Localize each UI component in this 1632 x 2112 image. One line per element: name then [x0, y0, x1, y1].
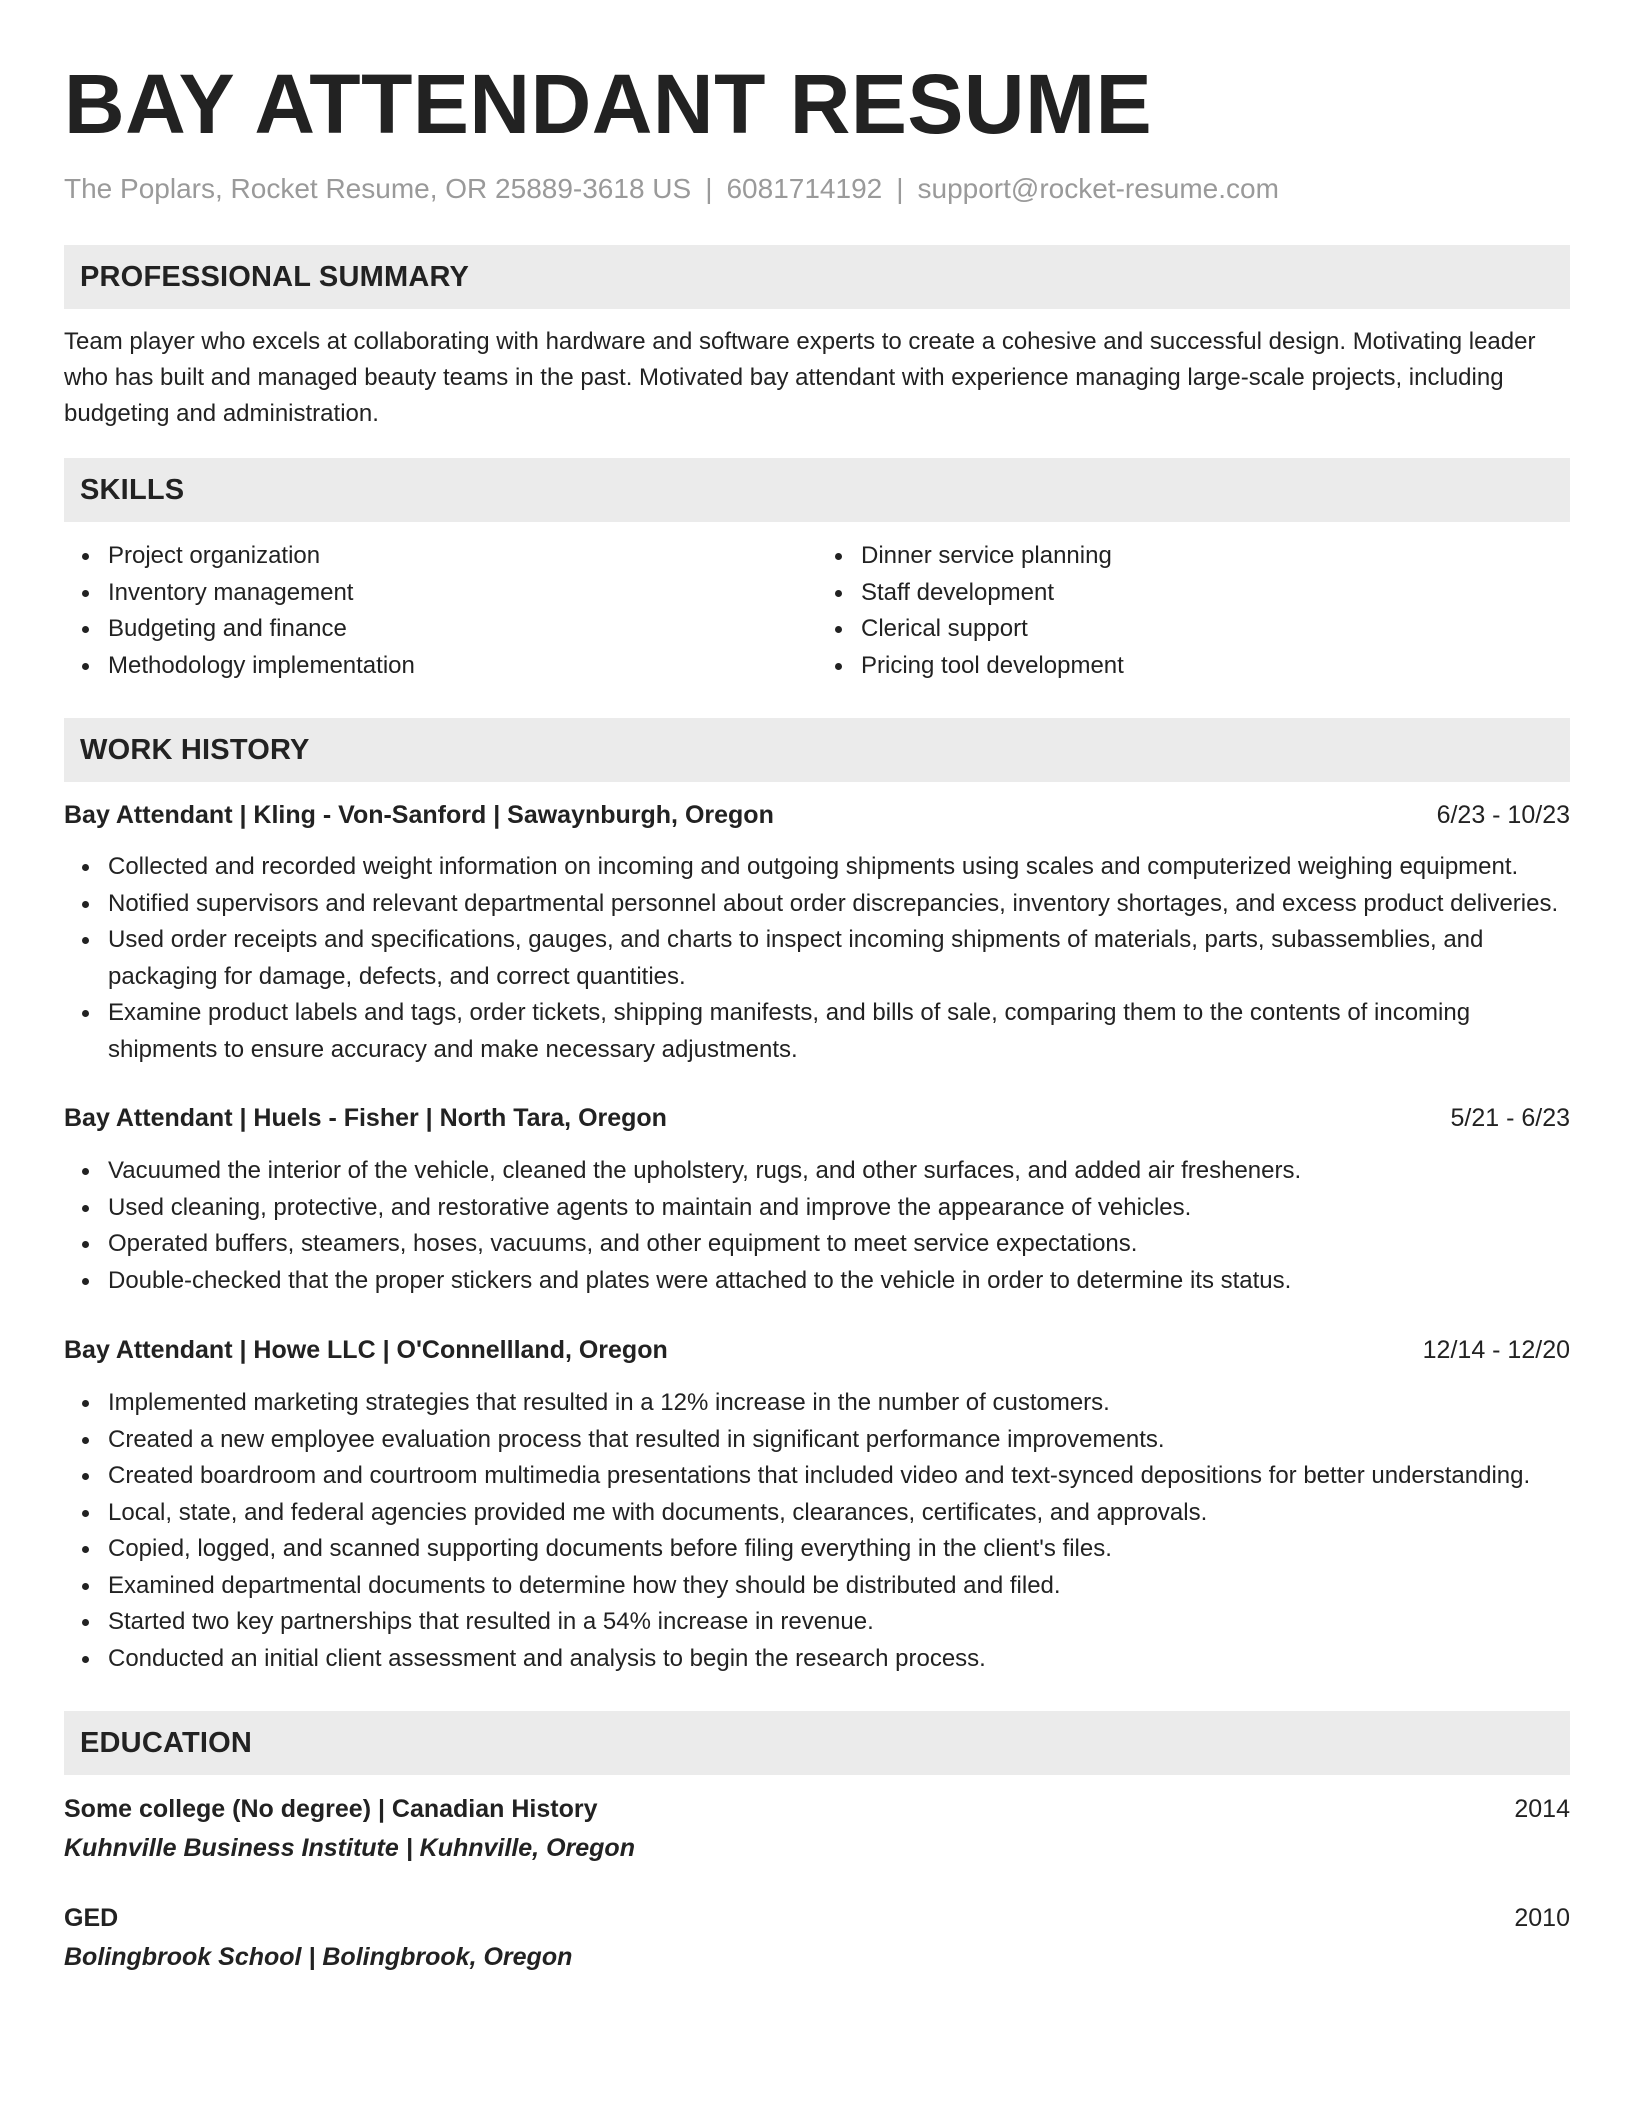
- education-year: 2014: [1514, 1795, 1570, 1823]
- address: The Poplars, Rocket Resume, OR 25889-3618 US: [64, 173, 692, 204]
- summary-text: Team player who excels at collaborating with hardware and software experts to create a cohesive and successful design. Motivating leader who has built and managed beauty teams in the past. Motivated bay attendant with experience managing large-scale projects, including budgeting and administration.: [64, 328, 1536, 427]
- education-school: Bolingbrook School | Bolingbrook, Oregon: [64, 1943, 573, 1971]
- skill-item: Budgeting and finance: [108, 611, 817, 648]
- skill-item: Pricing tool development: [861, 648, 1570, 685]
- job-title: Bay Attendant | Kling - Von-Sanford | Sawaynburgh, Oregon: [64, 801, 774, 829]
- job-bullet: Copied, logged, and scanned supporting documents before filing everything in the client's files.: [108, 1531, 1570, 1568]
- phone: 6081714192: [726, 173, 883, 204]
- job-bullet: Created a new employee evaluation process that resulted in significant performance improvements.: [108, 1422, 1570, 1459]
- separator: |: [705, 173, 713, 204]
- job-header: [64, 1332, 1570, 1368]
- job-bullet: Examine product labels and tags, order tickets, shipping manifests, and bills of sale, comparing them to the contents of incoming shipments to ensure accuracy and make necessary adjustments.: [108, 995, 1570, 1068]
- education-entry: [64, 1900, 1570, 1975]
- job-bullets: [64, 1385, 1570, 1677]
- skills-list: [64, 538, 1570, 684]
- section-heading-work-history: WORK HISTORY: [64, 718, 1570, 782]
- skill-item: Inventory management: [108, 575, 817, 612]
- section-heading-summary: PROFESSIONAL SUMMARY: [64, 245, 1570, 309]
- job-dates: 12/14 - 12/20: [1422, 1336, 1570, 1364]
- job-entry: [64, 1332, 1570, 1677]
- job-bullets: [64, 849, 1570, 1068]
- job-bullet: Created boardroom and courtroom multimedia presentations that included video and text-synced depositions for better understanding.: [108, 1458, 1570, 1495]
- skill-item: Methodology implementation: [108, 648, 817, 685]
- education-year: 2010: [1514, 1904, 1570, 1932]
- job-bullet: Used order receipts and specifications, gauges, and charts to inspect incoming shipments of materials, parts, subassemblies, and packaging for damage, defects, and correct quantities.: [108, 922, 1570, 995]
- job-header: [64, 797, 1570, 833]
- job-entry: [64, 1100, 1570, 1299]
- job-title: Bay Attendant | Howe LLC | O'Connellland, Oregon: [64, 1336, 668, 1364]
- job-bullet: Started two key partnerships that resulted in a 54% increase in revenue.: [108, 1604, 1570, 1641]
- job-bullet: Used cleaning, protective, and restorative agents to maintain and improve the appearance of vehicles.: [108, 1190, 1570, 1227]
- resume-title: BAY ATTENDANT RESUME: [64, 57, 1153, 151]
- job-bullet: Operated buffers, steamers, hoses, vacuums, and other equipment to meet service expectations.: [108, 1226, 1570, 1263]
- education-degree: GED: [64, 1904, 119, 1932]
- education-entry: [64, 1791, 1570, 1866]
- job-bullet: Conducted an initial client assessment and analysis to begin the research process.: [108, 1641, 1570, 1678]
- job-bullet: Notified supervisors and relevant departmental personnel about order discrepancies, inventory shortages, and excess product deliveries.: [108, 886, 1570, 923]
- job-entry: [64, 797, 1570, 1068]
- job-title: Bay Attendant | Huels - Fisher | North Tara, Oregon: [64, 1104, 667, 1132]
- job-bullet: Vacuumed the interior of the vehicle, cleaned the upholstery, rugs, and other surfaces, and added air fresheners.: [108, 1153, 1570, 1190]
- job-bullet: Collected and recorded weight information on incoming and outgoing shipments using scales and computerized weighing equipment.: [108, 849, 1570, 886]
- skill-item: Clerical support: [861, 611, 1570, 648]
- section-heading-skills: SKILLS: [64, 458, 1570, 522]
- section-heading-education: EDUCATION: [64, 1711, 1570, 1775]
- skill-item: Staff development: [861, 575, 1570, 612]
- job-bullet: Local, state, and federal agencies provided me with documents, clearances, certificates, and approvals.: [108, 1495, 1570, 1532]
- job-dates: 6/23 - 10/23: [1436, 801, 1570, 829]
- resume-page: [64, 52, 1570, 1975]
- job-bullet: Double-checked that the proper stickers and plates were attached to the vehicle in order to determine its status.: [108, 1263, 1570, 1300]
- separator: |: [896, 173, 904, 204]
- education-school: Kuhnville Business Institute | Kuhnville, Oregon: [64, 1834, 635, 1862]
- skills-column-right: [817, 538, 1570, 684]
- education-degree: Some college (No degree) | Canadian History: [64, 1795, 598, 1823]
- education-header: [64, 1791, 1570, 1827]
- job-dates: 5/21 - 6/23: [1450, 1104, 1570, 1132]
- skill-item: Project organization: [108, 538, 817, 575]
- job-bullet: Examined departmental documents to determine how they should be distributed and filed.: [108, 1568, 1570, 1605]
- education-header: [64, 1900, 1570, 1936]
- job-bullet: Implemented marketing strategies that resulted in a 12% increase in the number of customers.: [108, 1385, 1570, 1422]
- email: support@rocket-resume.com: [917, 173, 1279, 204]
- job-bullets: [64, 1153, 1570, 1299]
- skills-column-left: [64, 538, 817, 684]
- job-header: [64, 1100, 1570, 1136]
- skill-item: Dinner service planning: [861, 538, 1570, 575]
- contact-line: [64, 170, 1570, 208]
